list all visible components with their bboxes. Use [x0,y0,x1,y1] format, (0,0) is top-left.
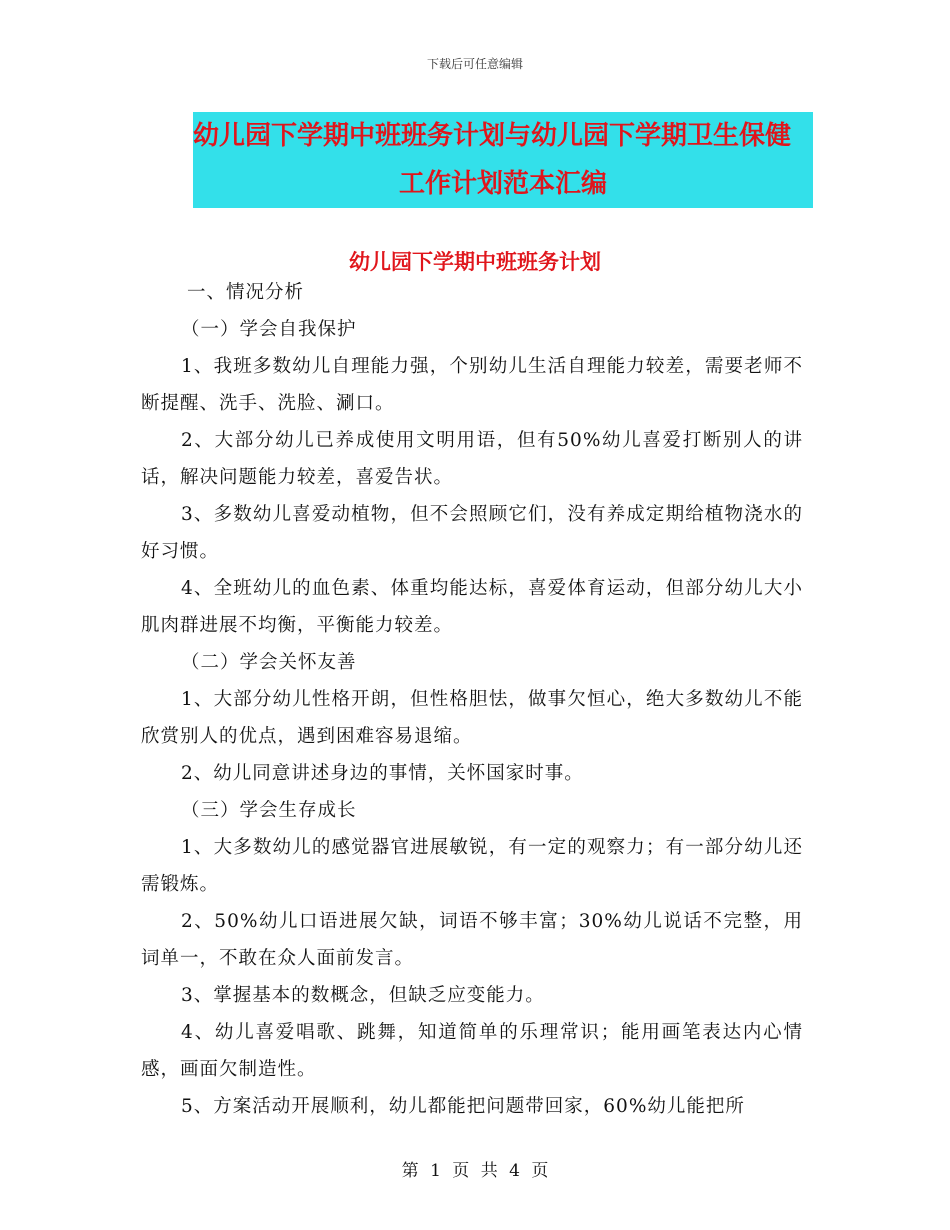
paragraph: 1、大部分幼儿性格开朗，但性格胆怯，做事欠恒心，绝大多数幼儿不能欣赏别人的优点，遇到困难容易退缩。 [141,689,803,747]
title-line-1-text: 幼儿园下学期中班班务计划与幼儿园下学期卫生保健 [193,121,792,151]
paragraph: 4、全班幼儿的血色素、体重均能达标，喜爱体育运动，但部分幼儿大小肌肉群进展不均衡，平衡能力较差。 [141,578,803,636]
document-title [193,112,813,208]
title-line-1 [193,112,813,160]
paragraph: 2、50%幼儿口语进展欠缺，词语不够丰富；30%幼儿说话不完整，用词单一，不敢在众人面前发言。 [141,911,803,969]
title-line-2-text: 工作计划范本汇编 [398,169,607,199]
paragraph: 2、幼儿同意讲述身边的事情，关怀国家时事。 [181,763,584,784]
body-text [141,274,803,1125]
title-line-2 [193,160,813,208]
header-note: 下载后可任意编辑 [426,57,523,71]
paragraph: 3、掌握基本的数概念，但缺乏应变能力。 [181,985,545,1006]
paragraph: 5、方案活动开展顺利，幼儿都能把问题带回家，60%幼儿能把所 [181,1096,745,1117]
page-number: 第 1 页 共 4 页 [401,1161,549,1181]
subheading-survival-growth: （三）学会生存成长 [181,800,357,821]
paragraph: 4、幼儿喜爱唱歌、跳舞，知道简单的乐理常识；能用画笔表达内心情感，画面欠制造性。 [141,1022,803,1080]
paragraph: 1、我班多数幼儿自理能力强，个别幼儿生活自理能力较差，需要老师不断提醒、洗手、洗脸、涮口。 [141,356,803,414]
paragraph: 2、大部分幼儿已养成使用文明用语，但有50%幼儿喜爱打断别人的讲话，解决问题能力较差，喜爱告状。 [141,430,803,488]
paragraph: 3、多数幼儿喜爱动植物，但不会照顾它们，没有养成定期给植物浇水的好习惯。 [141,504,803,562]
heading-situation-analysis: 一、情况分析 [187,282,305,303]
paragraph: 1、大多数幼儿的感觉器官进展敏锐，有一定的观察力；有一部分幼儿还需锻炼。 [141,837,803,895]
subheading-self-protection: （一）学会自我保护 [181,319,357,340]
subheading-care-friendliness: （二）学会关怀友善 [181,652,357,673]
section-title: 幼儿园下学期中班班务计划 [349,250,601,274]
